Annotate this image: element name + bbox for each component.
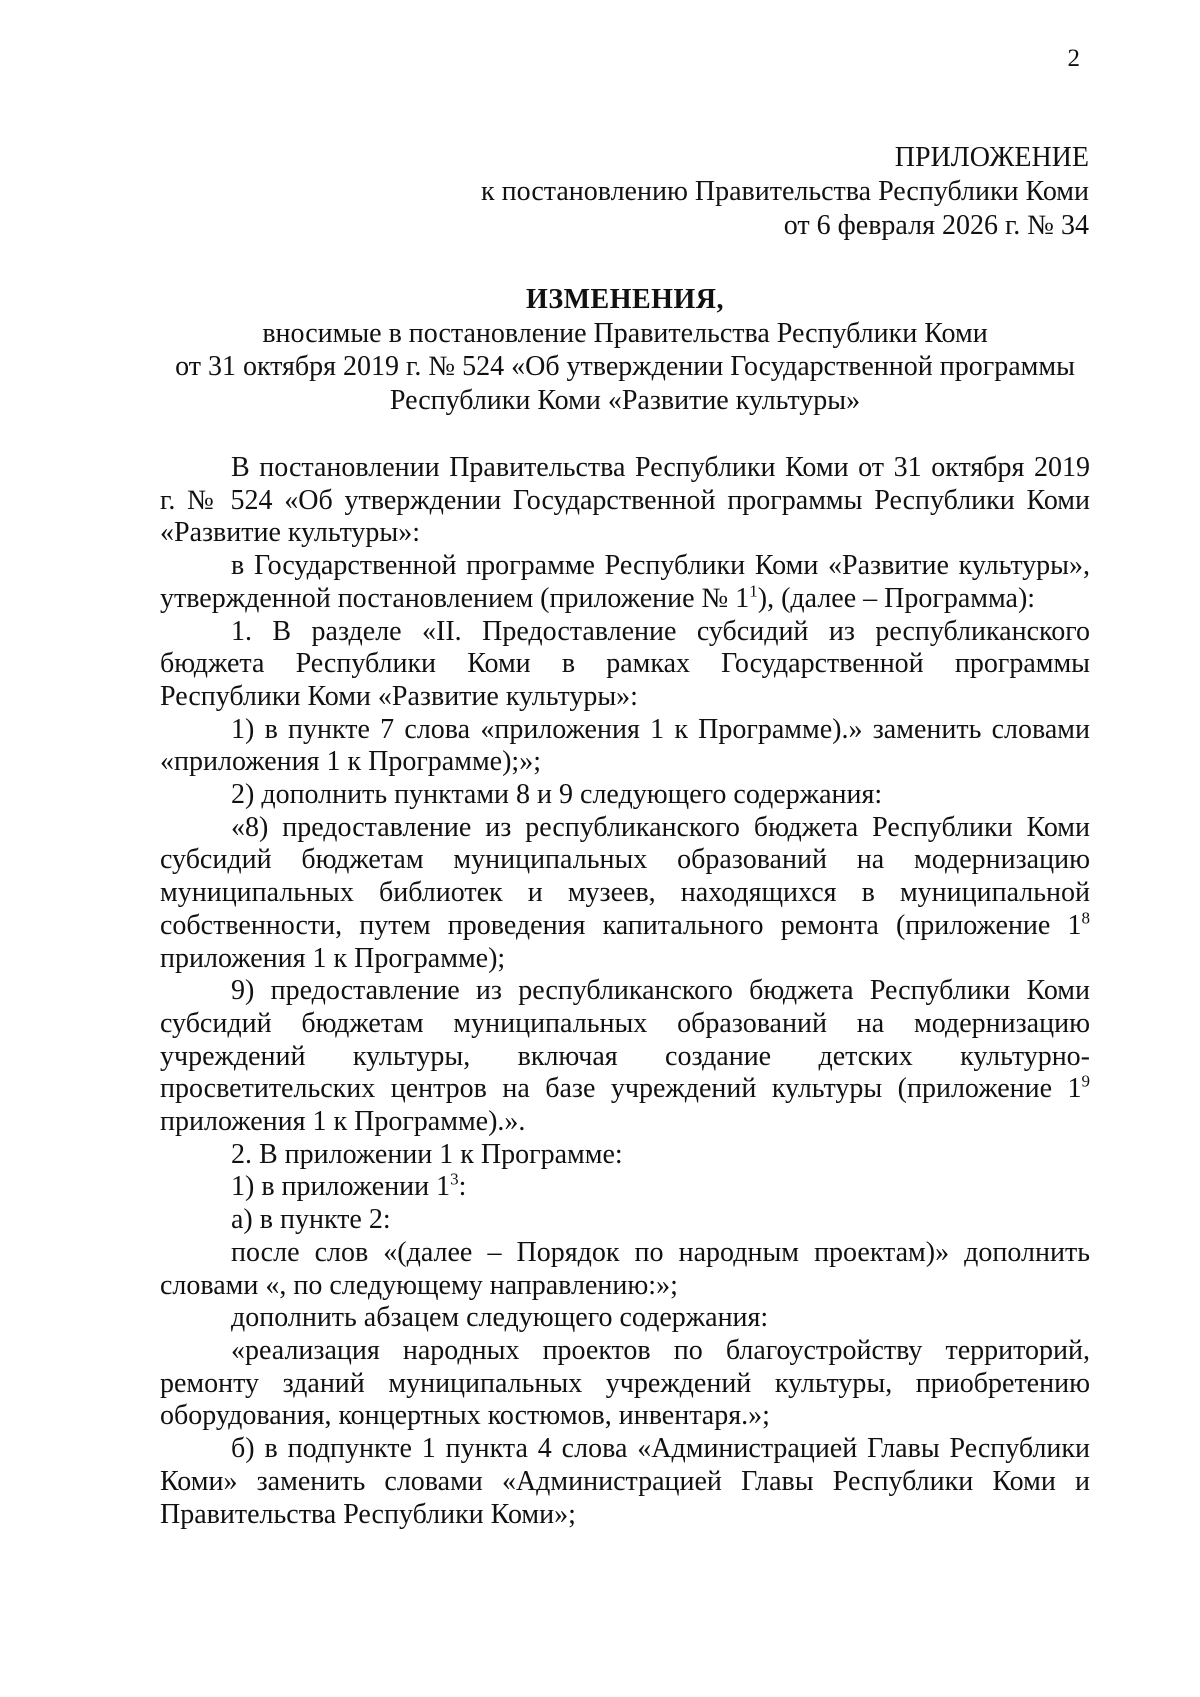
paragraph-subitem-a: а) в пункте 2: <box>231 1204 391 1236</box>
paragraph-after-words: после слов «(далее – Порядок по народным проектам)» дополнить словами «, по следующему направлению:»; <box>160 1236 1090 1301</box>
appendix-header <box>389 141 1089 243</box>
paragraph-item-1: 1) в пункте 7 слова «приложения 1 к Программе).» заменить словами «приложения 1 к Программе);»; <box>160 713 1090 778</box>
paragraph-item-8 <box>160 812 1090 976</box>
paragraph-item-9-text: 9) предоставление из республиканского бюджета Республики Коми субсидий бюджетам муниципальных образований на модернизацию учреждений культуры, включая создание детских культурно-просветительских центров на базе учреждений культуры (приложение 1 <box>160 975 1090 1105</box>
paragraph-item-8-text-end: приложения 1 к Программе); <box>160 942 506 974</box>
appendix-label: ПРИЛОЖЕНИЕ <box>894 142 1089 173</box>
document-title-block <box>160 283 1090 417</box>
paragraph-section-1: 1. В разделе «II. Предоставление субсидий из республиканского бюджета Республики Коми в рамках Государственной программы Республики Коми «Развитие культуры»: <box>160 615 1090 712</box>
title-subline-2: от 31 октября 2019 г. № 524 «Об утверждении Государственной программы <box>175 351 1075 382</box>
superscript: 8 <box>1081 908 1090 928</box>
paragraph-item-2: 2) дополнить пунктами 8 и 9 следующего содержания: <box>231 779 883 811</box>
paragraph-add-clause: дополнить абзацем следующего содержания: <box>231 1302 769 1334</box>
document-body <box>160 452 1090 1531</box>
paragraph-quoted-clause: «реализация народных проектов по благоустройству территорий, ремонту зданий муниципальных учреждений культуры, приобретению оборудования, концертных костюмов, инвентаря.»; <box>160 1334 1090 1432</box>
paragraph-program-text: в Государственной программе Республики Коми «Развитие культуры», утвержденной постановлением (приложение № 1 <box>160 550 1090 614</box>
paragraph-annex-text-end: : <box>458 1171 467 1203</box>
page-number: 2 <box>1067 45 1080 72</box>
paragraph-intro: В постановлении Правительства Республики Коми от 31 октября 2019 г. № 524 «Об утверждении Государственной программы Республики Коми «Развитие культуры»: <box>160 452 1090 549</box>
paragraph-item-9-text-end: приложения 1 к Программе).». <box>160 1106 526 1138</box>
title-subline-3: Республики Коми «Развитие культуры» <box>389 384 861 416</box>
superscript: 3 <box>450 1170 459 1190</box>
paragraph-program <box>160 550 1090 615</box>
superscript: 9 <box>1081 1072 1090 1092</box>
superscript: 1 <box>749 581 758 601</box>
document-title: ИЗМЕНЕНИЯ, <box>526 284 724 315</box>
paragraph-item-9 <box>160 975 1090 1139</box>
paragraph-program-text-end: ), (далее – Программа): <box>757 582 1036 614</box>
paragraph-section-2: 2. В приложении 1 к Программе: <box>231 1138 623 1170</box>
appendix-line-date: от 6 февраля 2026 г. № 34 <box>783 210 1089 241</box>
paragraph-annex-text: 1) в приложении 1 <box>231 1171 451 1203</box>
paragraph-subitem-b: б) в подпункте 1 пункта 4 слова «Администрацией Главы Республики Коми» заменить словами «Администрацией Главы Республики Коми и Правительства Республики Коми»; <box>160 1433 1090 1530</box>
paragraph-annex-1-3 <box>160 1171 1090 1204</box>
appendix-line-resolution: к постановлению Правительства Республики Коми <box>481 176 1089 207</box>
title-subline-1: вносимые в постановление Правительства Республики Коми <box>262 317 988 349</box>
paragraph-item-8-text: «8) предоставление из республиканского бюджета Республики Коми субсидий бюджетам муниципальных образований на модернизацию муниципальных библиотек и музеев, находящихся в муниципальной собственности, путем проведения капитального ремонта (приложение 1 <box>160 811 1090 941</box>
